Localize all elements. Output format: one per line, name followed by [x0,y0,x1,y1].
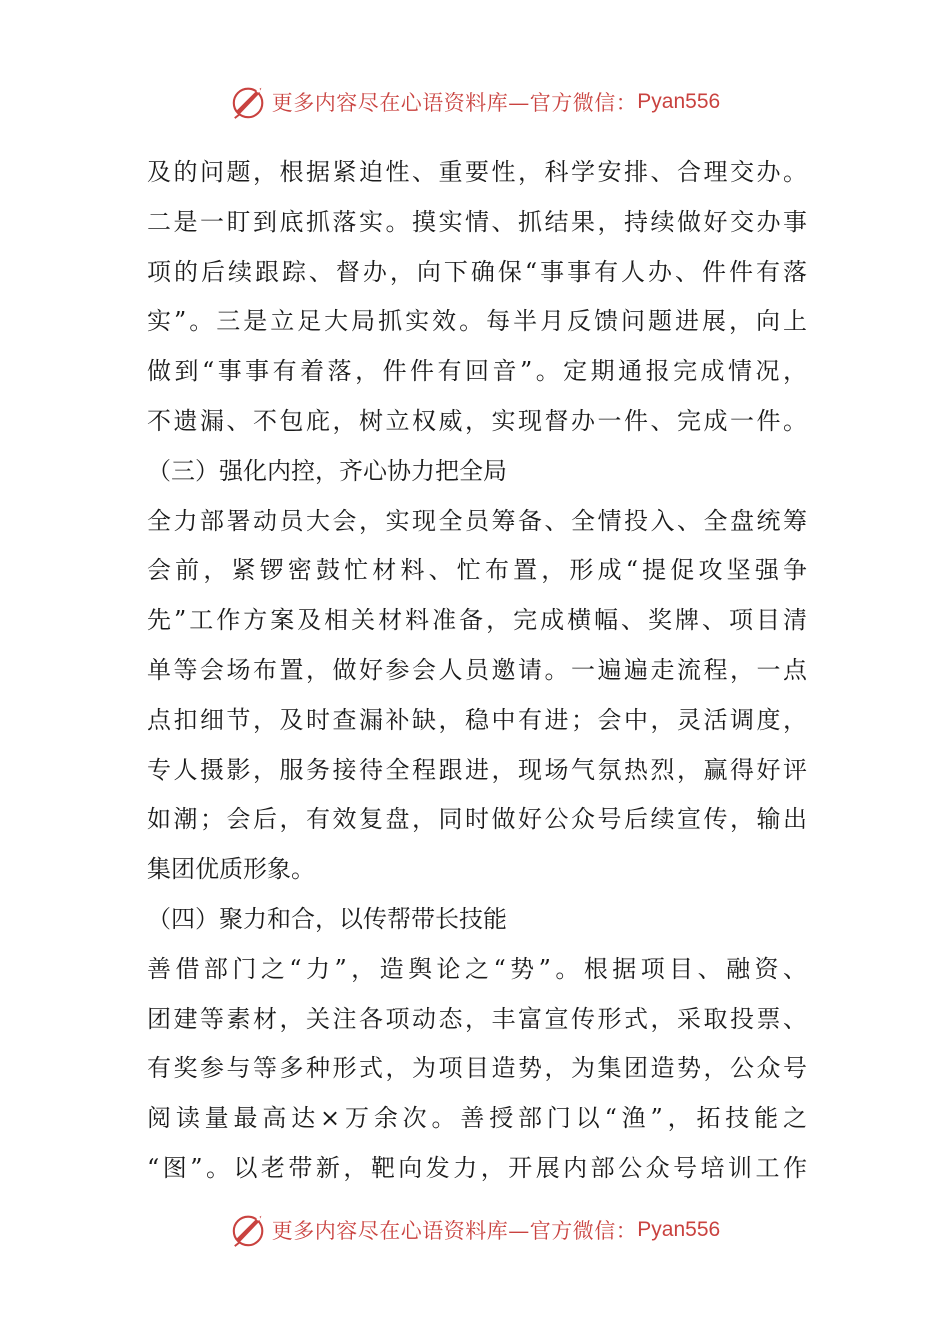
text-line: 阅读量最高达×万余次。善授部门以“渔”，拓技能之 [147,1104,807,1133]
text-line: 有奖参与等多种形式，为项目造势，为集团造势，公众号 [147,1054,807,1083]
text-line: 善借部门之“力”，造舆论之“势”。根据项目、融资、 [147,954,807,983]
text-line: 专人摄影，服务接待全程跟进，现场气氛热烈，赢得好评 [147,755,807,784]
text-line: 不遗漏、不包庇，树立权威，实现督办一件、完成一件。 [147,406,807,435]
watermark-brand-text: 更多内容尽在心语资料库— [271,1219,530,1243]
text-line: 先”工作方案及相关材料准备，完成横幅、奖牌、项目清 [147,606,807,635]
watermark-wechat-label: 官方微信： [529,1219,638,1243]
text-line: 集团优质形象。 [147,855,315,884]
text-line: 团建等素材，关注各项动态，丰富宣传形式，采取投票、 [147,1004,807,1033]
text-line: “图”。以老带新，靶向发力，开展内部公众号培训工作 [147,1153,807,1182]
text-line: 会前，紧锣密鼓忙材料、忙布置，形成“提促攻坚强争 [147,556,807,585]
watermark-wechat-id: Pyan556 [637,1218,721,1241]
text-line: 全力部署动员大会，实现全员筹备、全情投入、全盘统筹 [147,506,807,535]
text-line: 二是一盯到底抓落实。摸实情、抓结果，持续做好交办事 [147,207,807,236]
text-line: 实”。三是立足大局抓实效。每半月反馈问题进展，向上 [147,307,807,336]
text-line: 单等会场布置，做好参会人员邀请。一遍遍走流程，一点 [147,655,807,684]
pen-circle-logo-icon [230,1211,268,1249]
text-line: 点扣细节，及时查漏补缺，稳中有进；会中，灵活调度， [147,705,807,734]
text-line: 如潮；会后，有效复盘，同时做好公众号后续宣传，输出 [147,805,807,834]
header-watermark-banner [0,80,950,124]
section-heading-4: （四）聚力和合，以传帮带长技能 [147,904,507,933]
text-line: 项的后续跟踪、督办，向下确保“事事有人办、件件有落 [147,257,807,286]
watermark-wechat-id: Pyan556 [637,90,721,113]
watermark-brand-text: 更多内容尽在心语资料库— [271,91,530,115]
text-line: 及的问题，根据紧迫性、重要性，科学安排、合理交办。 [147,158,807,186]
section-heading-3: （三）强化内控，齐心协力把全局 [147,456,507,485]
watermark-wechat-label: 官方微信： [529,91,638,115]
pen-circle-logo-icon [230,83,268,121]
text-line: 做到“事事有着落，件件有回音”。定期通报完成情况， [147,357,807,386]
document-body [147,148,807,1194]
footer-watermark-banner [0,1208,950,1252]
